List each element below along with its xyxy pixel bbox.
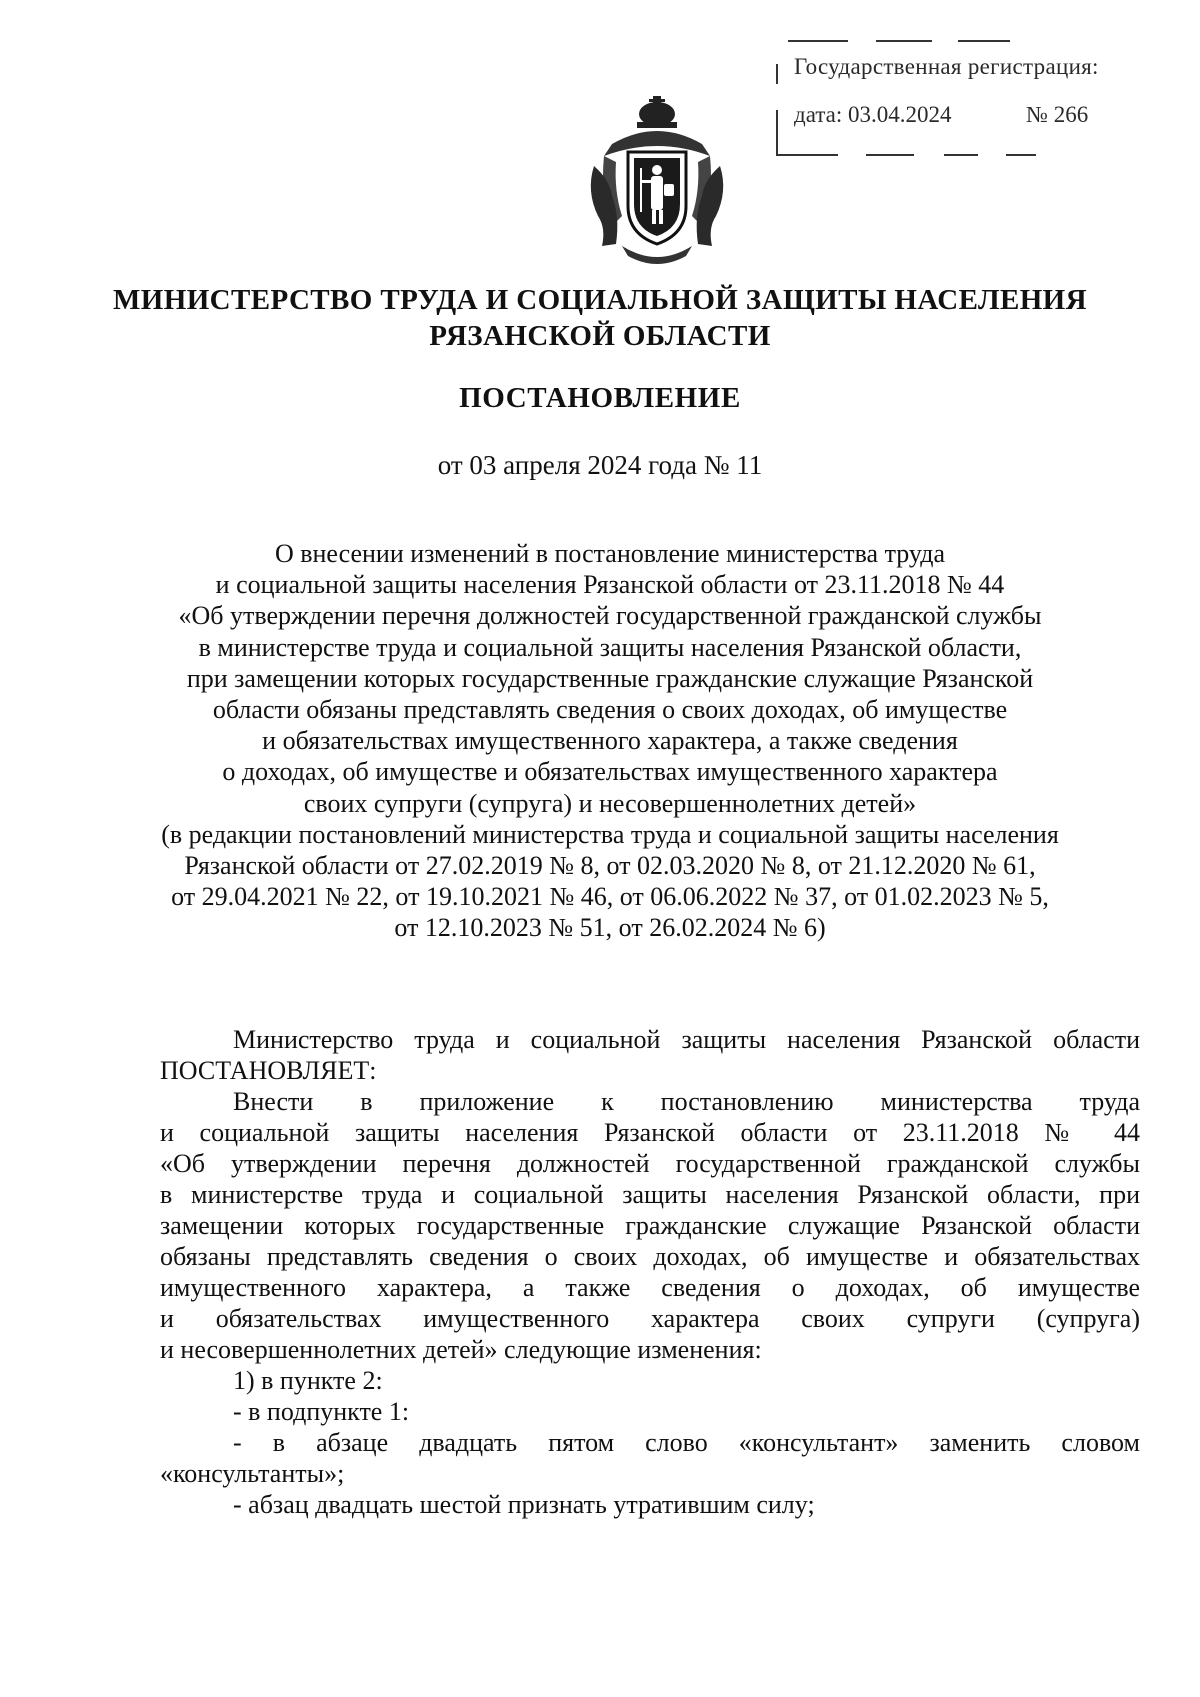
ryazan-coat-of-arms-icon <box>582 96 732 266</box>
list-item: - абзац двадцать шестой признать утратившим силу; <box>233 1490 815 1519</box>
document-date: от 03 апреля 2024 года № 11 <box>437 450 763 480</box>
document-body <box>160 1024 1140 1520</box>
subject-line: от 12.10.2023 № 51, от 26.02.2024 № 6) <box>394 913 826 943</box>
subject-line: в министерстве труда и социальной защиты населения Рязанской области, <box>198 632 1022 662</box>
stamp-number: № 266 <box>1026 102 1089 127</box>
subject-line: и обязательствах имущественного характера, а также сведения <box>262 726 958 756</box>
stamp-left-border <box>776 64 778 84</box>
body-line: в министерстве труда и социальной защиты населения Рязанской области, при <box>160 1180 1140 1209</box>
stamp-left-border-lower <box>776 110 778 156</box>
subject-line: о доходах, об имуществе и обязательствах имущественного характера <box>222 757 998 787</box>
registration-stamp <box>776 40 1136 170</box>
document-type: ПОСТАНОВЛЕНИЕ <box>459 382 741 414</box>
subject-line: Рязанской области от 27.02.2019 № 8, от 02.03.2020 № 8, от 21.12.2020 № 61, <box>184 851 1036 881</box>
body-line: Внести в приложение к постановлению министерства труда <box>233 1087 1140 1116</box>
body-line: имущественного характера, а также сведения о доходах, об имуществе <box>160 1273 1140 1302</box>
organization-title-line1: МИНИСТЕРСТВО ТРУДА И СОЦИАЛЬНОЙ ЗАЩИТЫ НАСЕЛЕНИЯ <box>113 284 1087 316</box>
subject-line: области обязаны представлять сведения о своих доходах, об имуществе <box>212 695 1008 725</box>
organization-title-line2: РЯЗАНСКОЙ ОБЛАСТИ <box>429 320 771 352</box>
list-item-continuation: «консультанты»; <box>160 1459 345 1488</box>
subject-line: (в редакции постановлений министерства труда и социальной защиты населения <box>161 819 1059 849</box>
stamp-bottom-border <box>776 154 1036 156</box>
subject-line: при замещении которых государственные гражданские служащие Рязанской <box>186 663 1034 693</box>
subject-line: «Об утверждении перечня должностей государственной гражданской службы <box>178 601 1042 631</box>
body-line: замещении которых государственные гражданские служащие Рязанской области <box>160 1211 1140 1240</box>
stamp-title: Государственная регистрация: <box>794 54 1099 79</box>
subject-line: и социальной защиты населения Рязанской области от 23.11.2018 № 44 <box>215 570 1005 600</box>
subject-line: О внесении изменений в постановление министерства труда <box>274 539 946 568</box>
body-line: обязаны представлять сведения о своих доходах, об имуществе и обязательствах <box>160 1242 1140 1271</box>
body-line-decree: ПОСТАНОВЛЯЕТ: <box>160 1056 377 1085</box>
subject-line: своих супруги (супруга) и несовершеннолетних детей» <box>303 788 917 818</box>
body-line: и несовершеннолетних детей» следующие изменения: <box>160 1335 762 1364</box>
list-item: 1) в пункте 2: <box>233 1366 383 1395</box>
document-subject <box>140 538 1080 944</box>
list-item: - в подпункте 1: <box>233 1397 410 1426</box>
body-line: и обязательствах имущественного характера своих супруги (супруга) <box>160 1304 1140 1333</box>
stamp-date: дата: 03.04.2024 <box>794 102 952 127</box>
body-line: и социальной защиты населения Рязанской области от 23.11.2018 № 44 <box>160 1118 1140 1147</box>
stamp-top-border <box>788 40 1010 42</box>
subject-line: от 29.04.2021 № 22, от 19.10.2021 № 46, от 06.06.2022 № 37, от 01.02.2023 № 5, <box>171 882 1049 912</box>
organization-title <box>100 282 1100 354</box>
body-line: Министерство труда и социальной защиты населения Рязанской области <box>233 1025 1140 1054</box>
list-item: - в абзаце двадцать пятом слово «консультант» заменить словом <box>233 1428 1140 1457</box>
body-line: «Об утверждении перечня должностей государственной гражданской службы <box>160 1149 1140 1178</box>
